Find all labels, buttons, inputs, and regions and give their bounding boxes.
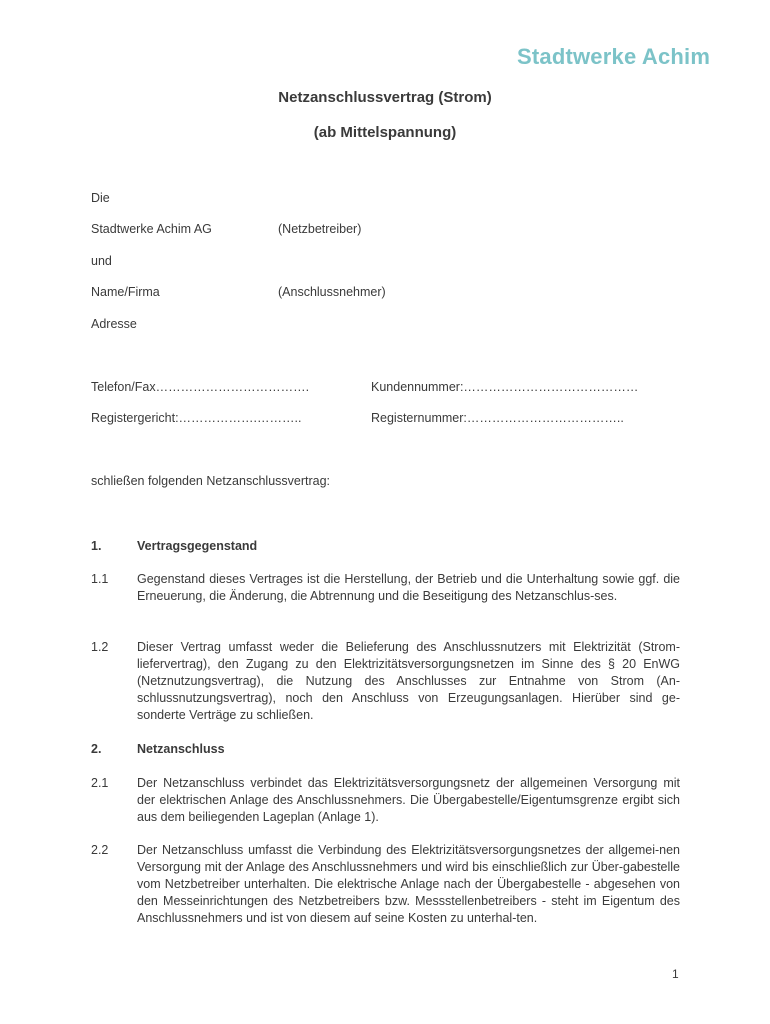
page-number: 1 [672,967,679,981]
paragraph-text: Gegenstand dieses Vertrages ist die Herstellung, der Betrieb und die Unterhaltung sowie ggf. die Erneuerung, die Änderung, die Abtrennung und die Beseitigung des Netzanschlus-ses. [137,572,680,603]
document-subtitle: (ab Mittelspannung) [313,124,457,141]
document-title: Netzanschlussvertrag (Strom) [278,89,492,106]
adresse-label: Adresse [91,317,137,331]
parties-und: und [91,254,112,268]
section-number: 1. [91,539,102,553]
netzbetreiber-role: (Netzbetreiber) [278,222,362,236]
paragraph-number: 1.2 [91,640,109,654]
section-heading: Vertragsgegenstand [137,539,258,553]
paragraph-number: 2.2 [91,843,109,857]
parties-die: Die [91,191,110,205]
intro-text: schließen folgenden Netzanschlussvertrag: [91,474,331,488]
section-number: 2. [91,742,102,756]
paragraph-text: Der Netzanschluss verbindet das Elektrizitätsversorgungsnetz der allgemeinen Versorgung mit der elektrischen Anlage des Anschlussnehmers. Die Übergabestelle/Eigentumsgrenze ergibt sich aus dem beiliegenden Lageplan (Anlage 1). [137,776,680,824]
paragraph-text: Der Netzanschluss umfasst die Verbindung des Elektrizitätsversorgungsnetzes der allgemei-nen Versorgung mit der Anlage des Anschlussnehmers und wird bis einschließlich zur Über-gabestelle vom Netzbetreiber unterhalten. Die elektrische Anlage nach der Übergabestelle - abgesehen von den Messeinrichtungen des Netzbetreibers bzw. Messstellenbetreibers - steht im Eigentum des Anschlussnehmers und ist von diesem auf seine Kosten zu unterhal-ten. [137,843,680,925]
registergericht-field: Registergericht:……………….……….. [91,411,302,425]
kundennummer-field: Kundennummer:…………………………………… [371,380,639,394]
anschlussnehmer-name: Name/Firma [91,285,160,299]
paragraph-number: 2.1 [91,776,109,790]
paragraph-text: Dieser Vertrag umfasst weder die Belieferung des Anschlussnutzers mit Elektrizität (Strom-liefervertrag), den Zugang zu den Elektrizitätsversorgungsnetzen im Sinne des § 20 EnWG (Netznutzungsvertrag), die Nutzung des Anschlusses zur Entnahme von Strom (An-schlussnutzungsvertrag), noch den Anschluss von Erzeugungsanlagen. Hierüber sind ge-sonderte Verträge zu schließen. [137,640,680,722]
company-logo: Stadtwerke Achim [517,44,711,69]
registernummer-field: Registernummer:……………………………….. [371,411,624,425]
netzbetreiber-name: Stadtwerke Achim AG [91,222,212,236]
anschlussnehmer-role: (Anschlussnehmer) [278,285,386,299]
paragraph-number: 1.1 [91,572,109,586]
section-heading: Netzanschluss [137,742,225,756]
telefon-field: Telefon/Fax………………………………. [91,380,310,394]
